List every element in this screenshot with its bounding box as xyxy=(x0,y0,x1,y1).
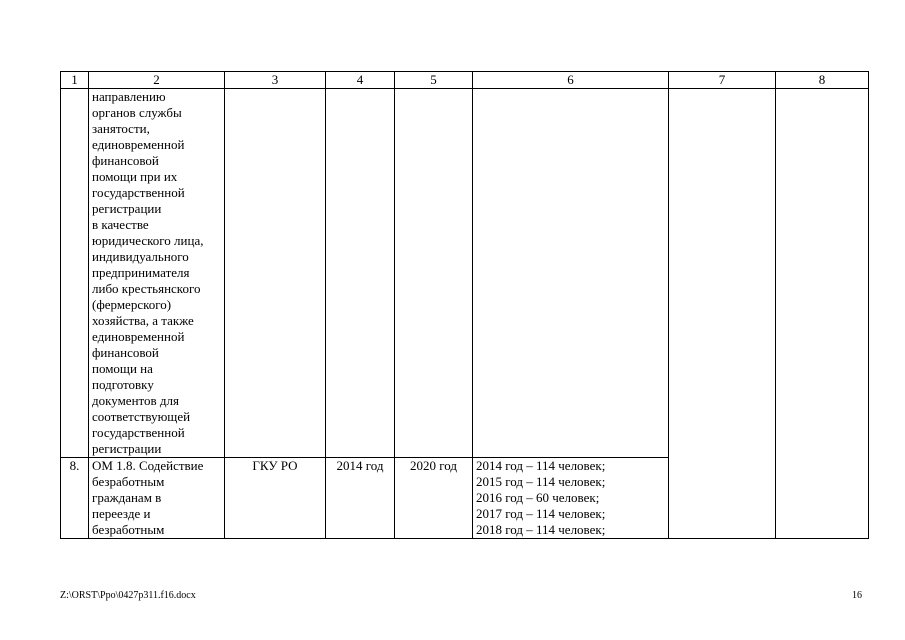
text-line: индивидуального xyxy=(92,249,189,264)
text-line: органов службы xyxy=(92,105,182,120)
text-line: финансовой xyxy=(92,345,159,360)
result-cell xyxy=(473,89,669,458)
text-line: соответствующей xyxy=(92,409,191,424)
column-header-6: 6 xyxy=(473,72,669,89)
text-line: государственной xyxy=(92,425,185,440)
text-line: помощи на xyxy=(92,361,153,376)
footer-file-path: Z:\ORST\Ppo\0427p311.f16.docx xyxy=(60,590,196,601)
text-line: 2018 год – 114 человек; xyxy=(476,522,606,537)
text-line: либо крестьянского xyxy=(92,281,201,296)
text-line: в качестве xyxy=(92,217,149,232)
text-line: финансовой xyxy=(92,153,159,168)
column-header-8: 8 xyxy=(776,72,869,89)
text-line: регистрации xyxy=(92,201,162,216)
text-line: безработным xyxy=(92,474,165,489)
page-number: 16 xyxy=(852,590,862,601)
end-year-cell xyxy=(395,89,473,458)
text-line: (фермерского) xyxy=(92,297,172,312)
text-line: направлению xyxy=(92,89,166,104)
column-header-1: 1 xyxy=(61,72,89,89)
column-header-7: 7 xyxy=(669,72,776,89)
measure-name-cell xyxy=(89,89,225,458)
text-line: безработным xyxy=(92,522,165,537)
start-year-cell: 2014 год xyxy=(326,458,395,539)
text-line: единовременной xyxy=(92,137,185,152)
table-row xyxy=(61,89,869,458)
text-line: 2016 год – 60 человек; xyxy=(476,490,600,505)
text-line: переезде и xyxy=(92,506,151,521)
text-line: предпринимателя xyxy=(92,265,190,280)
row-number-cell xyxy=(61,89,89,458)
text-line: гражданам в xyxy=(92,490,162,505)
text-line: 2015 год – 114 человек; xyxy=(476,474,606,489)
text-line: регистрации xyxy=(92,441,162,456)
start-year-cell xyxy=(326,89,395,458)
column-header-5: 5 xyxy=(395,72,473,89)
document-table xyxy=(60,71,869,539)
text-line: государственной xyxy=(92,185,185,200)
text-line: единовременной xyxy=(92,329,185,344)
column-8-cell xyxy=(776,89,869,539)
text-line: подготовку xyxy=(92,377,154,392)
end-year-cell: 2020 год xyxy=(395,458,473,539)
text-line: ОМ 1.8. Содействие xyxy=(92,458,204,473)
text-line: 2014 год – 114 человек; xyxy=(476,458,606,473)
column-header-3: 3 xyxy=(225,72,326,89)
column-header-2: 2 xyxy=(89,72,225,89)
executor-cell: ГКУ РО xyxy=(225,458,326,539)
text-line: занятости, xyxy=(92,121,150,136)
executor-cell xyxy=(225,89,326,458)
text-line: 2017 год – 114 человек; xyxy=(476,506,606,521)
column-header-4: 4 xyxy=(326,72,395,89)
header-row xyxy=(61,72,869,89)
text-line: помощи при их xyxy=(92,169,178,184)
column-7-cell xyxy=(669,89,776,539)
row-number-cell: 8. xyxy=(61,458,89,539)
result-cell xyxy=(473,458,669,539)
text-line: юридического лица, xyxy=(92,233,204,248)
measure-name-cell xyxy=(89,458,225,539)
text-line: хозяйства, а также xyxy=(92,313,194,328)
text-line: документов для xyxy=(92,393,180,408)
